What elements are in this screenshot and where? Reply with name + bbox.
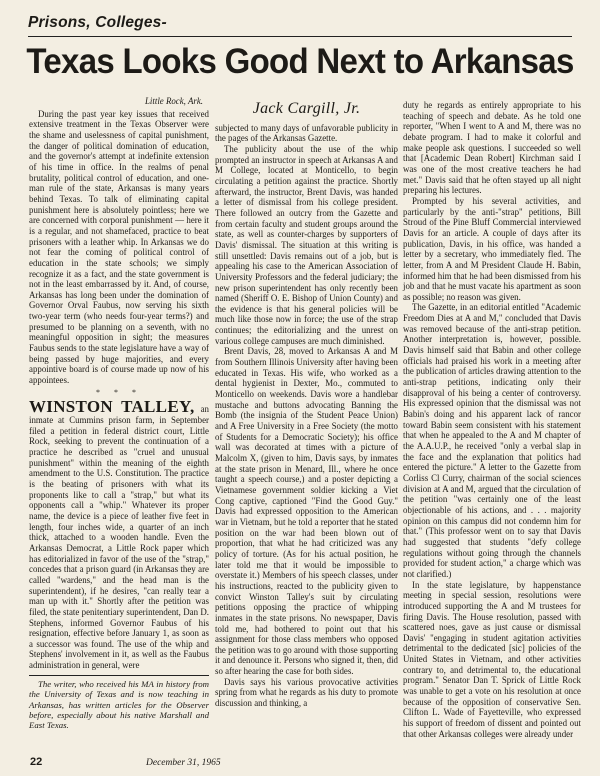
paragraph-body: an inmate at Cummins prison farm, in September filed a petition in federal district court, Little Rock, seeking to prevent the continuation of a practice he described as "cruel and unusual punishment" within the meaning of the eighth amendment to the U.S. Constitution. The practice is the beating of prisoners with what its proponents like to call a "strap," but what its opponents call a "whip." Whatever its proper name, the device is a piece of leather five feet in length, four inches wide, a quarter of an inch thick, attached to a wooden handle. Even the Arkansas Democrat, a Little Rock paper which has editorialized in favor of the use of the "strap," concedes that a prison guard (in Arkansas they are called "wardens," and the head man is the superintendent), if he desires, "can really tear a man up with it." Shortly after the petition was filed, the state penitentiary superintendent, Dan D. Stephens, informed Governor Faubus of his resignation, effective before January 1, as soon as a successor was found. The use of the whip and Stephens' involvement in it, as well as the Faubus administration in general, were bbox=[29, 404, 209, 671]
section-kicker: Prisons, Colleges- bbox=[28, 14, 167, 31]
paragraph: subjected to many days of unfavorable publicity in the pages of the Arkansas Gazette. bbox=[215, 122, 398, 144]
author-note: The writer, who received his MA in history from the University of Texas and is now teaching in Arkansas, has written articles for the Observer before, especially about his native Marshall and East Texas. bbox=[29, 678, 209, 731]
column-2 bbox=[215, 100, 398, 709]
paragraph: Brent Davis, 28, moved to Arkansas A and M from Southern Illinois University after having been educated in Texas. His wife, who worked as a dental hygienist in Dexter, Mo., commuted to Monticello on weekends. Davis wore a handlebar mustache and buttons advocating Banning the Bomb (the insignia of the Student Peace Union) and A Free University in a Free Society (the motto of Students for a Democratic Society); his office wall was decorated at times with a picture of Malcolm X, (given to him, Davis says, by inmates at the state prison in Menard, Ill., where he once taught a speech course,) and a poster depicting a Vietnamese government soldier kicking a Viet Cong captive, captioned "Find the Good Guy." Davis had expressed opposition to the American war in Vietnam, but he told a reporter that he stated position on the war had been blown out of proportion, that what he had criticized was any policy of torture. (As for his actual position, he later told me that it would be impossible to overstate it.) Members of his speech classes, under his instructions, reacted to the publicity given to convict Winston Talley's suit by circulating petitions opposing the practice of whipping inmates in the state prisons. No newspaper, Davis told me, had bothered to point out that his assignment for those class members who opposed the petition was to go around with those supporting it and denounce it. Persons who signed it, then, did so after hearing the case for both sides. bbox=[215, 346, 398, 677]
paragraph: During the past year key issues that received extensive treatment in the Texas Observer were the shame and uselessness of capital punishment, the danger of political domination of education, and the governor's attempt at indefinite extension of his time in office. In the realms of penal brutality, political control of education, and one-man rule of the state, Arkansas is many years behind Texas. To talk of eliminating capital punishment here is absolutely pointless; here we are concerned with corporal punishment — here it is a regular, and not shamefaced, practice to beat prisoners with a leather whip. In Arkansas we do not fear the coming of political control of education in the state schools; we simply recognize it as a fact, and the state government is not in the least embarrassed by it. And, of course, Arkansas has long been under the domination of Governor Orval Faubus, now serving his sixth two-year term (who needs four-year terms?) and presumed to be planning on a seventh, with no meaningful opposition in sight; the measures Faubus sends to the state legislature have a way of being passed by huge majorities, and every appointive board is of course made up now of his appointees. bbox=[29, 108, 209, 386]
paragraph: Prompted by his several activities, and particularly by the anti-"strap" petitions, Bill Stroud of the Pine Bluff Commercial interviewed Davis for an article. A couple of days after its publication, Davis, in his office, was handed a letter by a secretary, who immediately fled. The letter, from A and M President Claude H. Babin, informed him that he had been dismissed from his job and that he must vacate his apartment as soon as possible; no reason was given. bbox=[403, 195, 581, 302]
paragraph: Davis says his various provocative activities spring from what he regards as his duty to promote discussion and thinking, a bbox=[215, 676, 398, 709]
issue-date: December 31, 1965 bbox=[146, 758, 221, 768]
paragraph: duty he regards as entirely appropriate to his teaching of speech and debate. As he told one reporter, "When I went to A and M, there was no debate program. I had to make it colorful and make people ask questions. I succeeded so well that [Academic Dean Robert] Kirchman said I was one of the most creative teachers he had met." Davis said that he often stayed up all night preparing his lectures. bbox=[403, 100, 581, 196]
column-3 bbox=[403, 100, 581, 739]
lead-in-words: WINSTON TALLEY, bbox=[29, 397, 195, 417]
paragraph bbox=[29, 397, 209, 671]
paragraph: In the state legislature, by happenstance meeting in special session, resolutions were introduced supporting the A and M trustees for firing Davis. The House resolution, passed with scattered noes, gave as just cause or dismissal Davis' "engaging in student agitation activities detrimental to the dedicated [sic] policies of the United States in Vietnam, and other activities contrary to, and detrimental to, the educational program." Senator Dan T. Sprick of Little Rock was unable to get a vote on his resolution at once because of the opposition of conservative Sen. Clifton L. Wade of Fayetteville, who expressed his support of freedom of dissent and pointed out that other Arkansas colleges were already under bbox=[403, 579, 581, 739]
byline: Jack Cargill, Jr. bbox=[252, 100, 361, 117]
paragraph: The Gazette, in an editorial entitled "Academic Freedom Dies at A and M," concluded that Davis was removed because of the anti-strap petition. Another interpretation is, however, possible. Davis himself said that Babin and other college officials had praised his work in a meeting after the publication of articles drawing attention to the anti-strap petitions, indicating only their disapproval of his being a center of controversy. His expressed opinion that the dismissal was not Babin's doing and his apparent lack of rancor toward Babin seem consistent with his statement that when he appealed to the A and M chapter of the A.A.U.P., he received "only a verbal slap in the face and the explanation that politics had entered the picture." A letter to the Gazette from Corliss Cl Curry, chairman of the social sciences division at A and M, argued that the circulation of the petition "was certainly one of the least objectionable of his actions, and . . . majority opinion on this campus did not condemn him for that." (This professor went on to say that Davis had suggested that students "defy college regulations without going through the channels provided for student action," a charge which was not clarified.) bbox=[403, 302, 581, 579]
headline: Texas Looks Good Next to Arkansas bbox=[26, 40, 574, 81]
kicker-rule bbox=[28, 36, 572, 37]
column-1 bbox=[29, 96, 209, 731]
dateline: Little Rock, Ark. bbox=[144, 96, 203, 106]
note-rule bbox=[29, 675, 209, 676]
section-separator: * * * bbox=[96, 387, 142, 397]
paragraph: The publicity about the use of the whip prompted an instructor in speech at Arkansas A and M College, located at Monticello, to begin circulating a petition against the practice. Shortly afterward, the instructor, Brent Davis, was handed a letter of dismissal from his college president. There followed an outcry from the Gazette and from certain faculty and student groups around the state, as well as counter-charges by supporters of Davis' dismissal. The situation at this writing is still unsettled: Davis remains out of a job, but is appealing his case to the American Association of University Professors and the federal judiciary; the new prison superintendent has only recently been named (Sheriff O. E. Bishop of Union County) and the evidence is that his general policies will be much like those now in force; the use of the strap continues; the editorializing and the unrest on various college campuses are much diminished. bbox=[215, 143, 398, 346]
page-number: 22 bbox=[30, 756, 43, 768]
